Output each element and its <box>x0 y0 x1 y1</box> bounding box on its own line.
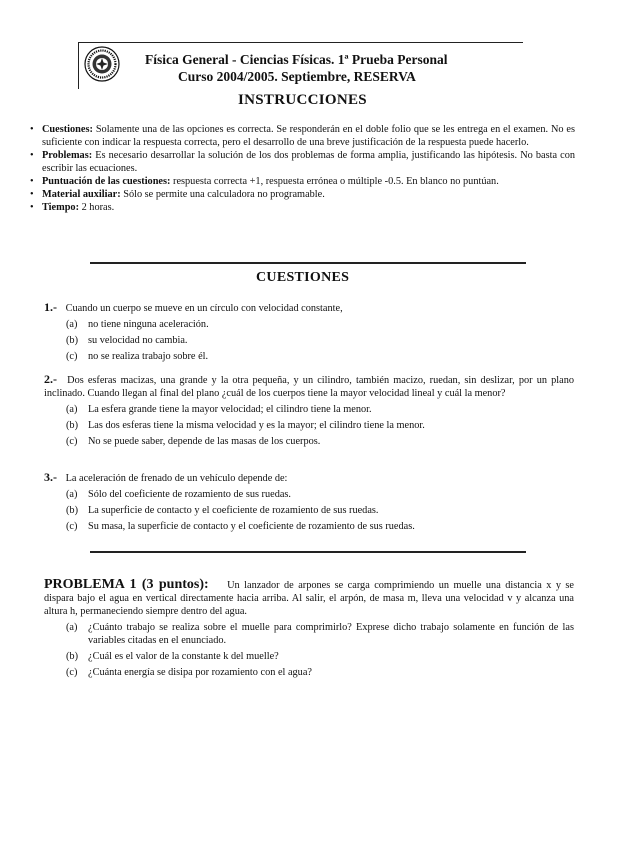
option-label: (a) <box>66 622 78 633</box>
option-label: (c) <box>66 667 78 678</box>
question-options <box>44 318 574 363</box>
option-label: (b) <box>66 651 79 662</box>
instruction-text: Solamente una de las opciones es correcta. Se responderán en el doble folio que se les entrega en el examen. No es suficiente con indicar la respuesta correcta, pero el desarrollo de una breve justificación de la respuesta puede hacerlo. <box>42 124 575 148</box>
instruction-text: respuesta correcta +1, respuesta errónea o múltiple -0.5. En blanco no puntúan. <box>173 176 499 187</box>
instruction-term: Puntuación de las cuestiones: <box>42 176 171 187</box>
option-text: ¿Cuánta energía se disipa por rozamiento con el agua? <box>88 667 312 678</box>
problem-1 <box>44 578 574 682</box>
instruction-item <box>30 123 575 149</box>
option-label: (c) <box>66 521 78 532</box>
option-label: (c) <box>66 351 78 362</box>
instruction-text: Es necesario desarrollar la solución de los dos problemas de forma amplia, justificando las hipótesis. No basta con escribir las ecuaciones. <box>42 150 575 174</box>
option-text: Las dos esferas tiene la misma velocidad y es la mayor; el cilindro tiene la menor. <box>88 420 425 431</box>
option-text: no tiene ninguna aceleración. <box>88 319 209 330</box>
option-item <box>66 621 574 647</box>
header-title: Física General - Ciencias Físicas. 1ª Prueba Personal <box>145 52 448 67</box>
university-seal-icon <box>84 46 120 82</box>
option-item <box>66 488 574 501</box>
option-text: ¿Cuánto trabajo se realiza sobre el muelle para comprimirlo? Exprese dicho trabajo solamente en función de las variables citadas en el enunciado. <box>88 622 574 646</box>
option-item <box>66 650 574 663</box>
option-label: (b) <box>66 335 79 346</box>
instruction-item <box>30 175 575 188</box>
option-label: (c) <box>66 436 78 447</box>
option-item <box>66 350 574 363</box>
divider-rule <box>90 551 526 553</box>
problem-options <box>44 621 574 679</box>
question-options <box>44 403 574 448</box>
option-text: no se realiza trabajo sobre él. <box>88 351 209 362</box>
option-item <box>66 504 574 517</box>
instruction-term: Tiempo: <box>42 202 79 213</box>
option-text: La superficie de contacto y el coeficiente de rozamiento de sus ruedas. <box>88 505 379 516</box>
option-item <box>66 435 574 448</box>
option-text: su velocidad no cambia. <box>88 335 188 346</box>
instruction-term: Material auxiliar: <box>42 189 121 200</box>
question-text: Dos esferas macizas, una grande y la otra pequeña, y un cilindro, también macizo, ruedan, sin deslizar, por un plano inclinado. Cuando llegan al final del plano ¿cuál de los cuerpos tiene la mayor velocidad lineal y cuál la menor? <box>44 375 575 399</box>
option-label: (a) <box>66 489 78 500</box>
question-1 <box>44 301 574 366</box>
option-item <box>66 318 574 331</box>
option-item <box>66 419 574 432</box>
option-item <box>66 334 574 347</box>
option-text: Sólo del coeficiente de rozamiento de sus ruedas. <box>88 489 292 500</box>
question-text: Cuando un cuerpo se mueve en un círculo con velocidad constante, <box>65 303 343 314</box>
question-number: 3.- <box>44 470 57 484</box>
option-text: No se puede saber, depende de las masas de los cuerpos. <box>88 436 321 447</box>
option-text: Su masa, la superficie de contacto y el coeficiente de rozamiento de sus ruedas. <box>88 521 415 532</box>
instruction-item <box>30 188 575 201</box>
instruction-term: Cuestiones: <box>42 124 93 135</box>
instructions-list <box>30 123 575 214</box>
header-subtitle: Curso 2004/2005. Septiembre, RESERVA <box>178 69 416 84</box>
instruction-item <box>30 149 575 175</box>
option-label: (a) <box>66 319 78 330</box>
question-options <box>44 488 574 533</box>
option-item <box>66 666 574 679</box>
question-number: 2.- <box>44 372 57 386</box>
question-number: 1.- <box>44 300 57 314</box>
instruction-term: Problemas: <box>42 150 93 161</box>
option-item <box>66 520 574 533</box>
problem-text: Un lanzador de arpones se carga comprimiendo un muelle una distancia x y se dispara bajo el agua en vertical directamente hacia arriba. Al salir, el arpón, de masa m, lleva una velocidad v y alcanza una altura h, permaneciendo siempre dentro del agua. <box>44 580 575 617</box>
instructions-heading: INSTRUCCIONES <box>238 92 367 108</box>
divider-rule <box>90 262 526 264</box>
question-2 <box>44 373 574 451</box>
problem-title: PROBLEMA 1 (3 puntos): <box>44 577 209 592</box>
option-label: (b) <box>66 420 79 431</box>
question-3 <box>44 471 574 536</box>
instruction-text: Sólo se permite una calculadora no programable. <box>123 189 325 200</box>
option-text: La esfera grande tiene la mayor velocidad; el cilindro tiene la menor. <box>88 404 372 415</box>
option-text: ¿Cuál es el valor de la constante k del muelle? <box>88 651 279 662</box>
option-label: (a) <box>66 404 78 415</box>
instruction-item <box>30 201 575 214</box>
question-text: La aceleración de frenado de un vehículo depende de: <box>65 473 288 484</box>
option-item <box>66 403 574 416</box>
cuestiones-heading: CUESTIONES <box>256 270 350 285</box>
option-label: (b) <box>66 505 79 516</box>
instruction-text: 2 horas. <box>81 202 115 213</box>
